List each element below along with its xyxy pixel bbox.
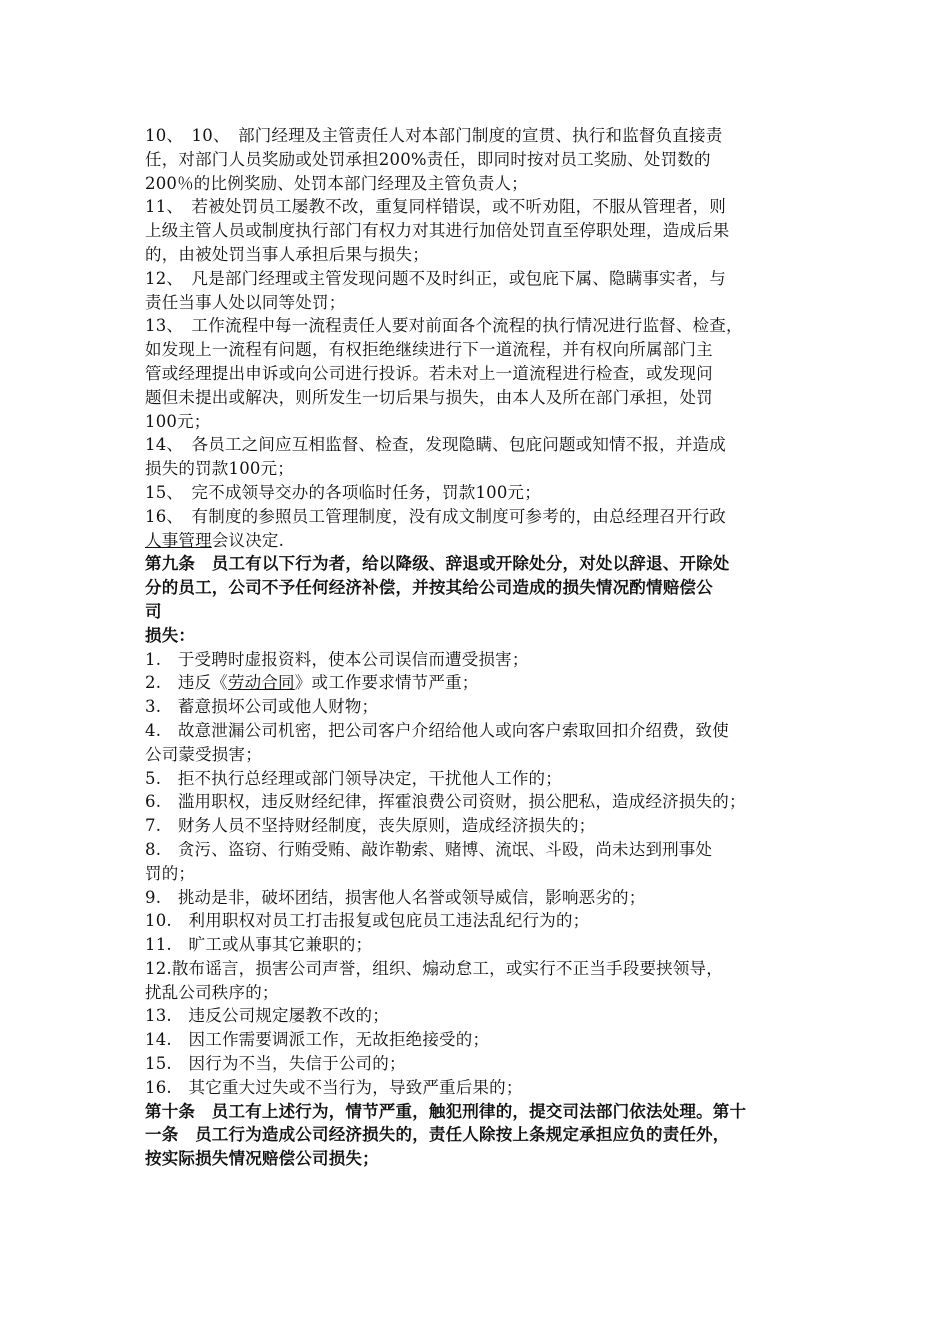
heading-line: 按实际损失情况赔偿公司损失； [145,1149,379,1169]
heading-line: 损失： [145,625,196,645]
text-line: 13、 工作流程中每一流程责任人要对前面各个流程的执行情况进行监督、检查， [145,316,743,336]
list-item: 16. 其它重大过失或不当行为，导致严重后果的； [145,1077,523,1097]
text-line: 200％的比例奖励、处罚本部门经理及主管负责人； [145,173,528,193]
text-line: 管或经理提出申诉或向公司进行投诉。若未对上一道流程进行检查，或发现问 [145,363,713,383]
list-item: 7. 财务人员不坚持财经制度，丧失原则，造成经济损失的； [145,816,596,836]
list-item: 8. 贪污、盗窃、行贿受贿、敲诈勒索、赌博、流氓、斗殴，尚未达到刑事处 [145,839,713,859]
list-item: 公司蒙受损害； [145,744,262,764]
list-item: 14. 因工作需要调派工作，无故拒绝接受的； [145,1030,490,1050]
text-line: 上级主管人员或制度执行部门有权力对其进行加倍处罚直至停职处理，造成后果 [145,221,730,241]
list-item: 5. 拒不执行总经理或部门领导决定，干扰他人工作的； [145,768,562,788]
text-line: 16、 有制度的参照员工管理制度，没有成文制度可参考的，由总经理召开行政 [145,506,726,526]
list-item: 10. 利用职权对员工打击报复或包庇员工违法乱纪行为的； [145,911,590,931]
heading-line: 第九条 员工有以下行为者，给以降级、辞退或开除处分，对处以辞退、开除处 [145,554,730,574]
text-fragment: 2. 违反《 [145,673,228,693]
list-item: 1. 于受聘时虚报资料，使本公司误信而遭受损害； [145,649,529,669]
text-line: 损失的罚款100元； [145,459,294,479]
text-line: 11、 若被处罚员工屡教不改，重复同样错误，或不听劝阻，不服从管理者，则 [145,197,726,217]
text-line: 15、 完不成领导交办的各项临时任务，罚款100元； [145,482,541,502]
text-line: 14、 各员工之间应互相监督、检查，发现隐瞒、包庇问题或知情不报，并造成 [145,435,726,455]
list-item: 3. 蓄意损坏公司或他人财物； [145,697,379,717]
list-item [145,671,825,695]
list-item: 扰乱公司秩序的； [145,982,279,1002]
text-line: 如发现上一流程有问题，有权拒绝继续进行下一道流程，并有权向所属部门主 [145,340,713,360]
article-10-11 [145,1100,825,1171]
heading-line: 司 [145,601,162,621]
text-line: 题但未提出或解决，则所发生一切后果与损失，由本人及所在部门承担，处罚 [145,387,713,407]
labor-contract-link[interactable]: 劳动合同 [227,673,295,693]
text-line: 的，由被处罚当事人承担后果与损失； [145,244,429,264]
heading-line: 第十条 员工有上述行为，情节严重，触犯刑律的，提交司法部门依法处理。第十 [145,1101,747,1121]
text-line: 任，对部门人员奖励或处罚承担200%责任，即同时按对员工奖励、处罚数的 [145,149,711,169]
list-item: 4. 故意泄漏公司机密，把公司客户介绍给他人或向客户索取回扣介绍费，致使 [145,720,729,740]
list-item: 13. 违反公司规定屡教不改的； [145,1006,389,1026]
text-line: 责任当事人处以同等处罚； [145,292,346,312]
article-9-items [145,648,825,1100]
article-9-heading [145,552,825,647]
heading-line: 分的员工，公司不予任何经济补偿，并按其给公司造成的损失情况酌情赔偿公 [145,578,713,598]
list-item: 罚的； [145,863,196,883]
list-item: 15. 因行为不当，失信于公司的； [145,1054,406,1074]
hr-management-link[interactable]: 人事管理 [145,530,212,550]
text-line: 12、 凡是部门经理或主管发现问题不及时纠正，或包庇下属、隐瞒事实者，与 [145,268,726,288]
list-item: 12.散布谣言，损害公司声誉，组织、煽动怠工，或实行不正当手段要挟领导， [145,958,723,978]
document-page [145,124,825,1171]
text-line: 100元； [145,411,211,431]
text-fragment: 会议决定. [211,530,285,550]
text-line: 10、 10、 部门经理及主管责任人对本部门制度的宣贯、执行和监督负直接责 [145,126,723,145]
text-line [145,529,825,553]
text-fragment: 》或工作要求情节严重； [294,673,479,693]
list-item: 9. 挑动是非，破坏团结，损害他人名誉或领导威信，影响恶劣的； [145,887,646,907]
heading-line: 一条 员工行为造成公司经济损失的，责任人除按上条规定承担应负的责任外， [145,1125,730,1145]
list-item: 6. 滥用职权，违反财经纪律，挥霍浪费公司资财，损公肥私，造成经济损失的； [145,792,746,812]
list-item: 11. 旷工或从事其它兼职的； [145,935,373,955]
rules-section-1 [145,124,825,552]
